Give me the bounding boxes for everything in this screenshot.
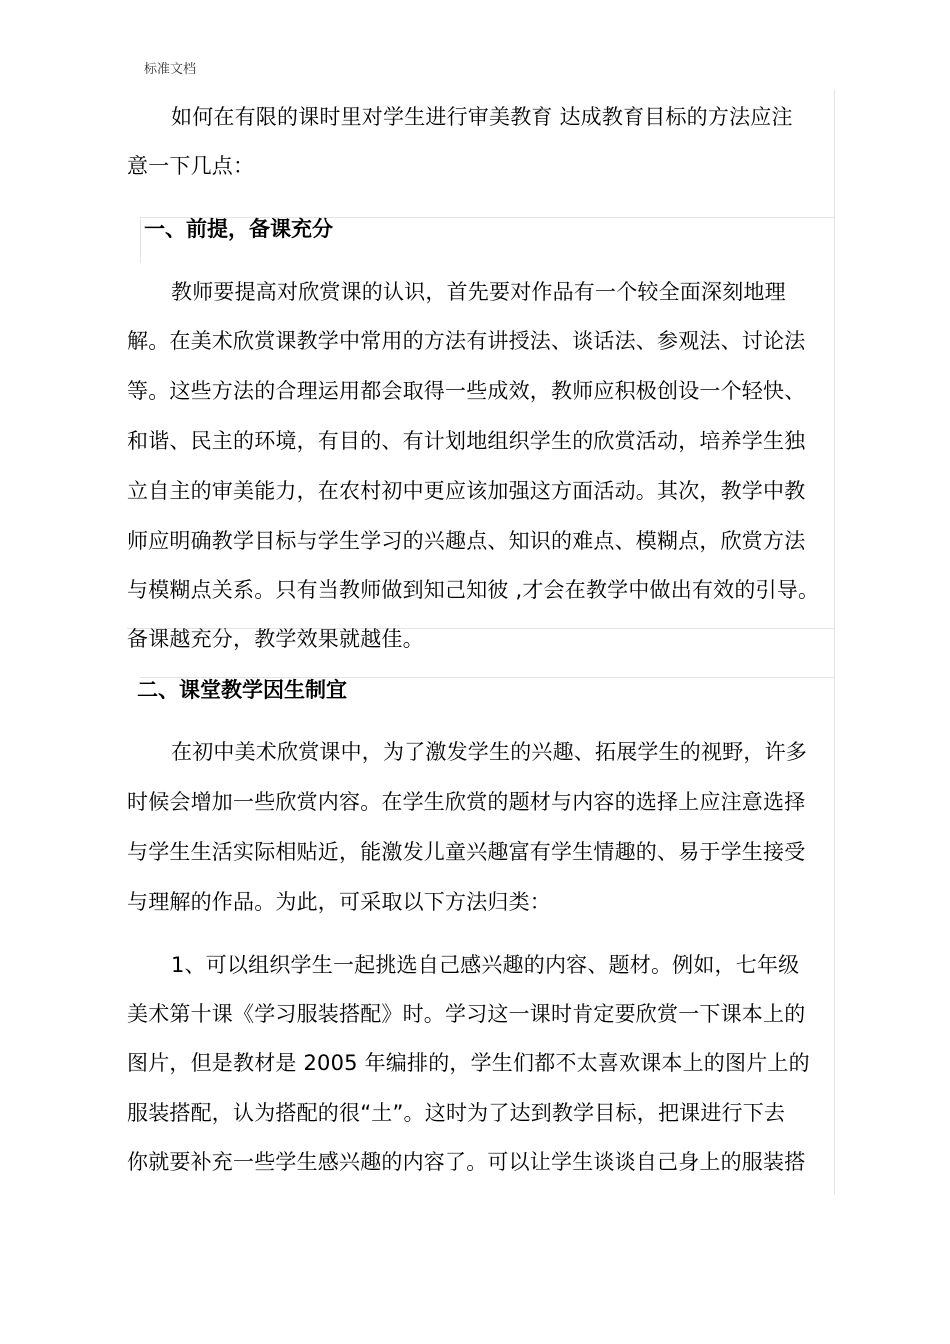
margin-rule: [834, 90, 835, 1195]
text-line: 立自主的审美能力，在农村初中更应该加强这方面活动。其次，教学中教: [127, 479, 806, 503]
text-line: 你就要补充一些学生感兴趣的内容了。可以让学生谈谈自己身上的服装搭: [127, 1150, 806, 1174]
text-line: 解。在美术欣赏课教学中常用的方法有讲授法、谈话法、参观法、讨论法: [127, 329, 806, 353]
text-line: 与学生生活实际相贴近，能激发儿童兴趣富有学生情趣的、易于学生接受: [127, 840, 806, 864]
text-line: 与理解的作品。为此，可采取以下方法归类：: [127, 890, 551, 914]
text-line: 美术第十课《学习服装搭配》时。学习这一课时肯定要欣赏一下课本上的: [127, 1002, 806, 1026]
text-line: 服装搭配，认为搭配的很“土”。这时为了达到教学目标，把课进行下去: [127, 1101, 786, 1125]
text-line: 教师要提高对欣赏课的认识，首先要对作品有一个较全面深刻地理: [171, 280, 786, 304]
text-line: 时候会增加一些欣赏内容。在学生欣赏的题材与内容的选择上应注意选择: [127, 790, 806, 814]
document-header-label: 标准文档: [144, 62, 197, 77]
text-line: 图片，但是教材是 2005 年编排的，学生们都不太喜欢课本上的图片上的: [127, 1051, 810, 1075]
section-heading-classroom: 二、课堂教学因生制宜: [137, 678, 347, 702]
text-line: 1、可以组织学生一起挑选自己感兴趣的内容、题材。例如，七年级: [171, 953, 800, 977]
text-line: 与模糊点关系。只有当教师做到知己知彼 ,才会在教学中做出有效的引导。: [127, 578, 820, 602]
text-line: 在初中美术欣赏课中，为了激发学生的兴趣、拓展学生的视野，许多: [171, 740, 807, 764]
text-line: 意一下几点：: [127, 154, 255, 178]
text-line: 备课越充分，教学效果就越佳。: [127, 627, 424, 651]
text-line: 和谐、民主的环境，有目的、有计划地组织学生的欣赏活动，培养学生独: [127, 429, 806, 453]
divider-rule-side: [140, 217, 141, 263]
section-heading-preparation: 一、前提，备课充分: [144, 217, 333, 241]
text-line: 等。这些方法的合理运用都会取得一些成效，教师应积极创设一个轻快、: [127, 379, 806, 403]
text-line: 师应明确教学目标与学生学习的兴趣点、知识的难点、模糊点，欣赏方法: [127, 529, 806, 553]
text-line: 如何在有限的课时里对学生进行审美教育 达成教育目标的方法应注: [171, 105, 793, 129]
